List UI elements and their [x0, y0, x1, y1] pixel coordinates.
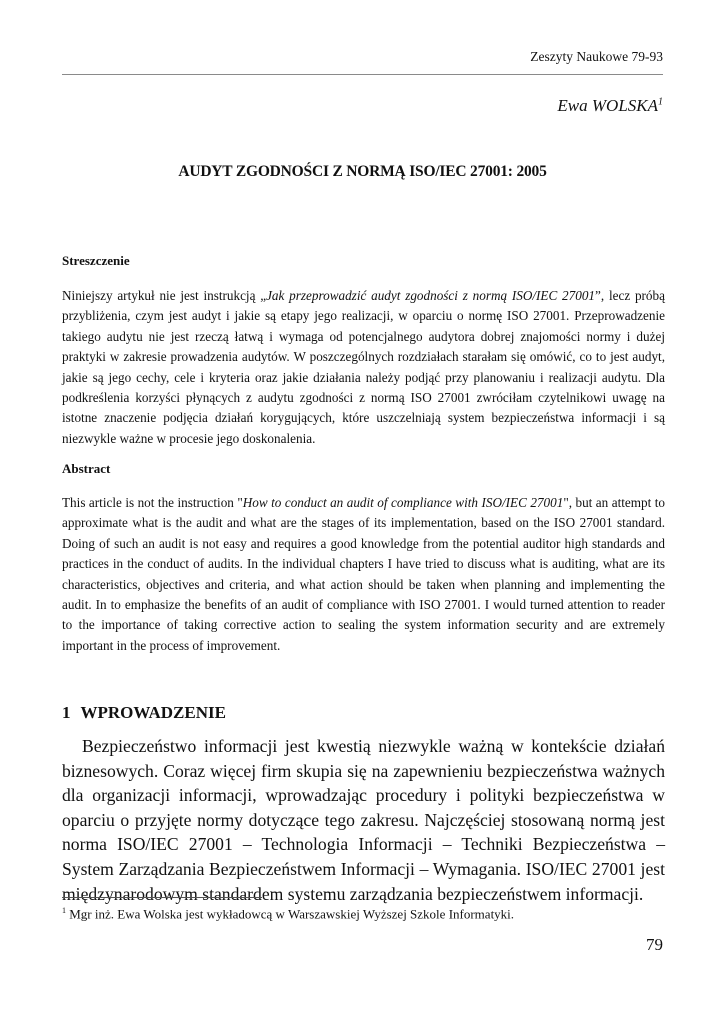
- paper-title: AUDYT ZGODNOŚCI Z NORMĄ ISO/IEC 27001: 2005: [178, 163, 547, 180]
- footnote-mark: 1: [62, 906, 66, 915]
- section-heading: [62, 703, 226, 723]
- author-footnote-mark: 1: [658, 96, 663, 108]
- streszczenie-paragraph: [62, 286, 665, 449]
- section-title: WPROWADZENIE: [80, 703, 226, 722]
- section-paragraph: Bezpieczeństwo informacji jest kwestią niezwykle ważną w kontekście działań biznesowych. Coraz więcej firm skupia się na zapewnieniu bezpieczeństwa ważnych dla organizacji informacji, wprowadzając procedury i polityki bezpieczeństwa w oparciu o przyjęte normy dotyczące tego zakresu. Najczęściej stosowaną normą jest norma ISO/IEC 27001 – Technologia Informacji – Techniki Bezpieczeństwa – System Zarządzania Bezpieczeństwem Informacji – Wymagania. ISO/IEC 27001 jest międzynarodowym standardem systemu zarządzania bezpieczeństwem informacji.: [62, 736, 665, 904]
- page-number: 79: [646, 935, 663, 954]
- abstract-heading: Abstract: [62, 461, 111, 476]
- streszczenie-text-before: Niniejszy artykuł nie jest instrukcją „: [62, 288, 267, 303]
- abstract-text-italic: How to conduct an audit of compliance with ISO/IEC 27001: [242, 495, 564, 510]
- section-number: 1: [62, 703, 71, 722]
- streszczenie-heading: Streszczenie: [62, 253, 130, 268]
- header-divider: [62, 74, 663, 75]
- footnote: [62, 906, 514, 922]
- footnote-divider: [62, 897, 262, 898]
- author-name-text: Ewa WOLSKA: [557, 96, 658, 115]
- author-name: [557, 96, 663, 116]
- journal-header: Zeszyty Naukowe 79-93: [530, 49, 663, 64]
- streszczenie-text-italic: Jak przeprowadzić audyt zgodności z normą ISO/IEC 27001: [266, 288, 596, 303]
- abstract-text-before: This article is not the instruction ": [62, 495, 243, 510]
- abstract-paragraph: [62, 493, 665, 656]
- streszczenie-text-after: ”, lecz próbą przybliżenia, czym jest audyt i jakie są etapy jego realizacji, w oparciu o normę ISO 27001. Przeprowadzenie takiego audytu nie jest rzeczą łatwą i wymaga od potencjalnego audytora dobrej znajomości normy i dużej praktyki w zakresie prowadzenia audytów. W poszczególnych rozdziałach starałam się omówić, co to jest audyt, jakie są jego cechy, cele i kryteria oraz jakie działania należy podjąć przy planowaniu i realizacji audytu. Dla podkreślenia korzyści płynących z audytu zgodności z normą ISO 27001 zwróciłam czytelnikowi uwagę na istotne znaczenie podjęcia działań korygujących, które uszczelniają system bezpieczeństwa informacji i są niezwykle ważne w procesie jego doskonalenia.: [62, 288, 665, 446]
- footnote-text: Mgr inż. Ewa Wolska jest wykładowcą w Warszawskiej Wyższej Szkole Informatyki.: [69, 906, 515, 922]
- abstract-text-after: ", but an attempt to approximate what is the audit and what are the stages of its implementation, based on the ISO 27001 standard. Doing of such an audit is not easy and requires a good knowledge from the potential auditor high standards and practices in the conduct of audits. In the individual chapters I have tried to discuss what is auditing, what are its characteristics, objectives and criteria, and what action should be taken when planning and implementing the audit. In to emphasize the benefits of an audit of compliance with ISO 27001. I would turned attention to reader to the importance of taking corrective action to sealing the system information security and are extremely important in the process of improvement.: [62, 495, 665, 653]
